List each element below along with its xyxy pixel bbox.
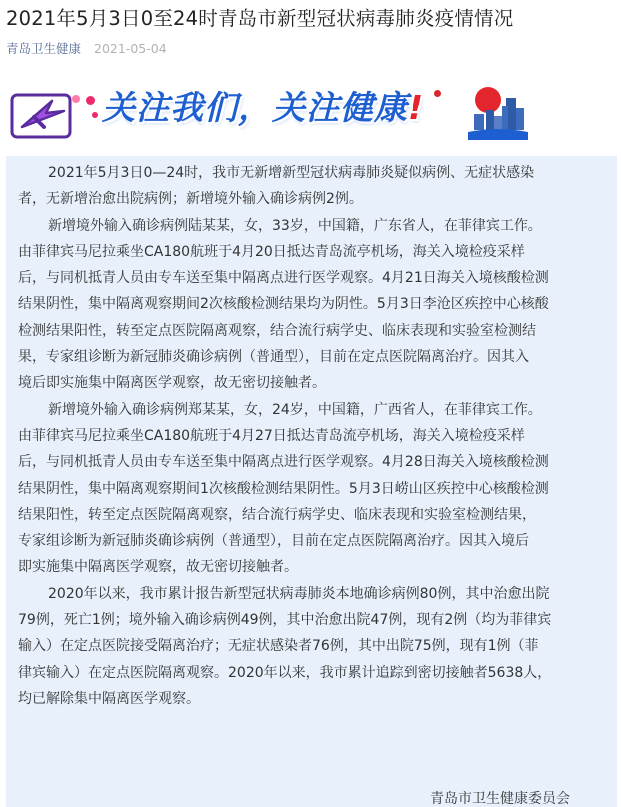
paragraph-4: [18, 581, 608, 712]
text-line: 专家组诊断为新冠肺炎确诊病例（普通型），目前在定点医院隔离治疗。因其入境后: [18, 533, 529, 550]
city-skyline-icon: [468, 84, 528, 140]
text-line: 2021年5月3日0—24时，我市无新增新型冠状病毒肺炎疑似病例、无症状感染: [48, 165, 535, 181]
text-line: 均已解除集中隔离医学观察。: [18, 690, 200, 707]
signature: 青岛市卫生健康委员会: [430, 791, 570, 807]
decoration-dot: [434, 90, 441, 97]
article-body: [6, 156, 617, 807]
slogan-comma: ，: [238, 88, 272, 127]
text-line: 果，专家组诊断为新冠肺炎确诊病例（普通型），目前在定点医院隔离治疗。因其入: [18, 349, 529, 366]
decoration-dot: [92, 112, 98, 118]
article-title: 2021年5月3日0至24时青岛市新型冠状病毒肺炎疫情情况: [6, 7, 514, 30]
text-line: 律宾输入）在定点医院隔离观察。2020年以来，我市累计追踪到密切接触者5638人，: [18, 664, 552, 681]
publish-date: 2021-05-04: [94, 41, 167, 56]
text-line: 者，无新增治愈出院病例；新增境外输入确诊病例2例。: [18, 191, 363, 208]
text-line: 境后即实施集中隔离医学观察，故无密切接触者。: [18, 375, 326, 392]
text-line: 结果阴性，集中隔离观察期间1次核酸检测结果阴性。5月3日崂山区疾控中心核酸检测: [18, 480, 549, 497]
text-line: 由菲律宾马尼拉乘坐CA180航班于4月20日抵达青岛流亭机场，海关入境检疫采样: [18, 243, 525, 260]
text-line: 后，与同机抵青人员由专车送至集中隔离点进行医学观察。4月21日海关入境核酸检测: [18, 270, 549, 287]
follow-us-banner: [6, 82, 526, 142]
text-line: 后，与同机抵青人员由专车送至集中隔离点进行医学观察。4月28日海关入境核酸检测: [18, 454, 549, 471]
text-line: 2020年以来，我市累计报告新型冠状病毒肺炎本地确诊病例80例，其中治愈出院: [48, 585, 550, 602]
text-line: 新增境外输入确诊病例郑某某，女，24岁，中国籍，广西省人，在菲律宾工作。: [48, 401, 542, 418]
text-line: 79例，死亡1例；境外输入确诊病例49例，其中治愈出院47例，现有2例（均为菲律宾: [18, 612, 552, 629]
text-line: 检测结果阳性，转至定点医院隔离观察，结合流行病学史、临床表现和实验室检测结: [18, 322, 536, 339]
article-meta: [6, 39, 167, 57]
decoration-dot: [86, 96, 95, 105]
slogan-exclaim: !: [408, 88, 425, 127]
slogan-part2: 关注健康: [272, 88, 408, 127]
paragraph-1: [18, 160, 608, 213]
banner-slogan: [102, 88, 424, 128]
text-line: 新增境外输入确诊病例陆某某，女，33岁，中国籍，广东省人，在菲律宾工作。: [48, 217, 542, 234]
article-text: [18, 160, 608, 712]
cursor-arrow-icon: [6, 87, 84, 143]
account-name-link[interactable]: 青岛卫生健康: [6, 41, 82, 56]
text-line: 输入）在定点医院接受隔离治疗；无症状感染者76例，其中出院75例，现有1例（菲: [18, 638, 539, 655]
paragraph-3: [18, 397, 608, 581]
slogan-part1: 关注我们: [102, 88, 238, 127]
text-line: 由菲律宾马尼拉乘坐CA180航班于4月27日抵达青岛流亭机场，海关入境检疫采样: [18, 427, 525, 444]
paragraph-2: [18, 213, 608, 397]
text-line: 即实施集中隔离医学观察，故无密切接触者。: [18, 559, 298, 576]
text-line: 结果阳性，转至定点医院隔离观察，结合流行病学史、临床表现和实验室检测结果，: [18, 506, 536, 523]
text-line: 结果阴性，集中隔离观察期间2次核酸检测结果均为阴性。5月3日李沧区疾控中心核酸: [18, 296, 549, 313]
